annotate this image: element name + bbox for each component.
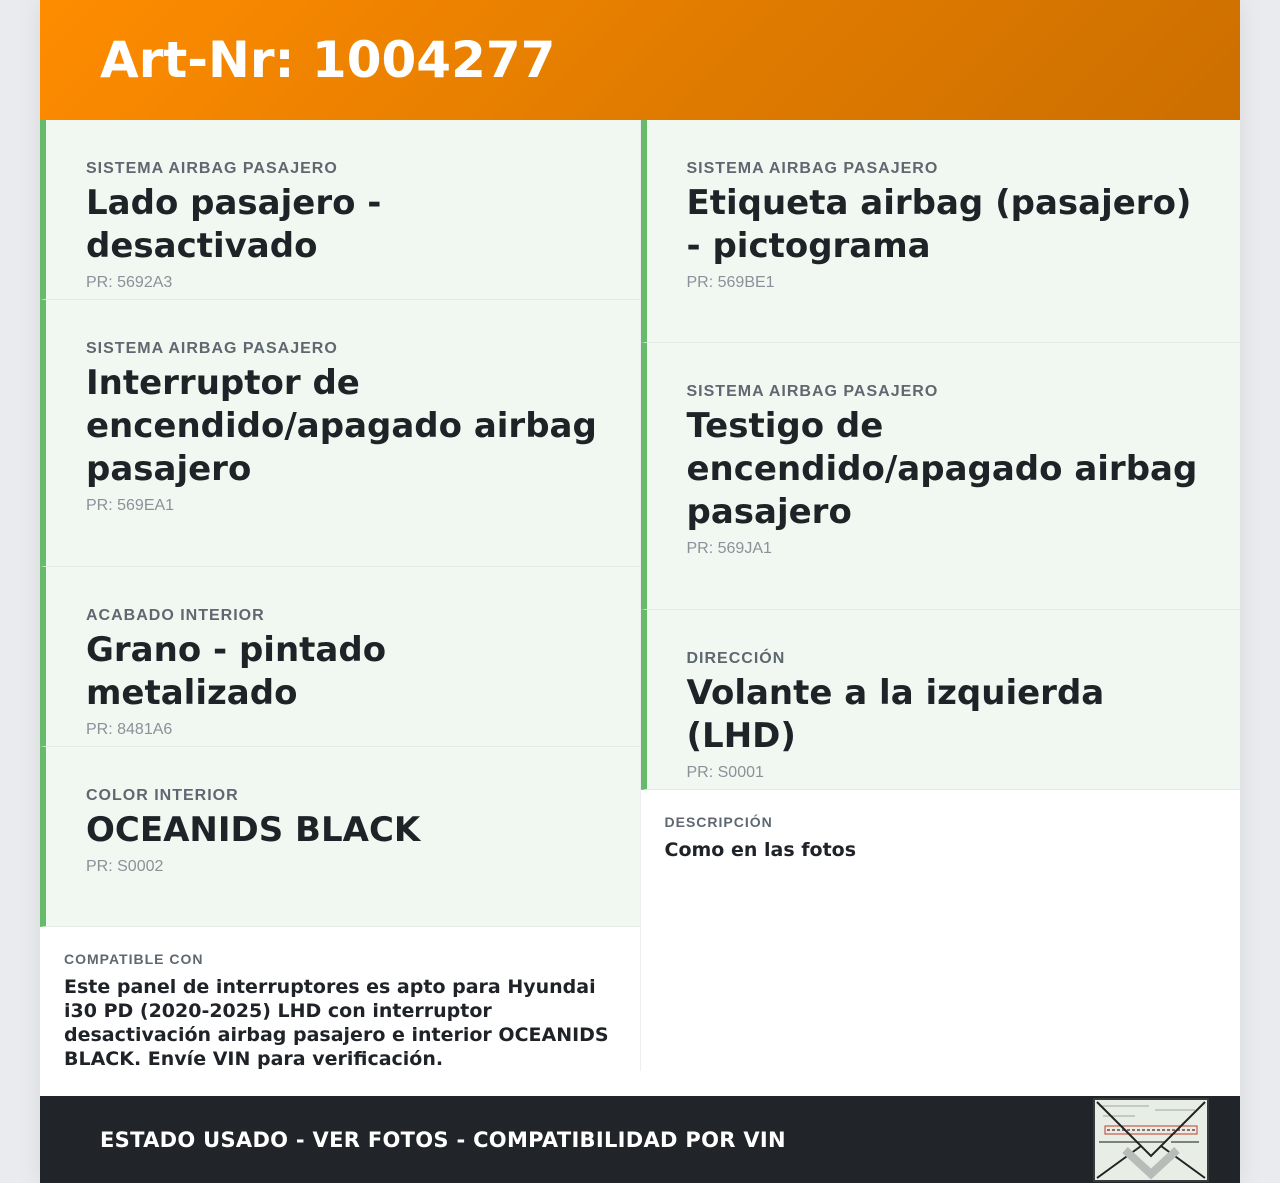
option-pr-code: PR: 569JA1 [686, 540, 772, 557]
option-title: Interruptor de encendido/apagado airbag pasajero [86, 363, 597, 489]
option-category: SISTEMA AIRBAG PASAJERO [86, 160, 338, 177]
option-category: SISTEMA AIRBAG PASAJERO [686, 383, 939, 400]
option-card [40, 120, 640, 300]
option-card [40, 747, 640, 927]
option-title: OCEANIDS BLACK [86, 810, 421, 850]
option-pr-code: PR: 569BE1 [686, 274, 775, 291]
option-title: Testigo de encendido/apagado airbag pasajero [686, 406, 1198, 532]
options-column-right [641, 120, 1241, 1071]
option-pr-code: PR: S0002 [86, 858, 164, 875]
footer-status-text: ESTADO USADO - VER FOTOS - COMPATIBILIDAD POR VIN [100, 1127, 786, 1152]
status-footer [40, 1096, 1240, 1183]
description-text: Como en las fotos [664, 839, 857, 861]
option-title: Etiqueta airbag (pasajero) - pictograma [686, 183, 1192, 266]
option-category: ACABADO INTERIOR [86, 607, 265, 624]
option-card [641, 610, 1241, 790]
option-category: SISTEMA AIRBAG PASAJERO [686, 160, 939, 177]
option-category: COLOR INTERIOR [86, 787, 239, 804]
option-title: Volante a la izquierda (LHD) [686, 673, 1105, 756]
description-label: DESCRIPCIÓN [664, 814, 773, 830]
compatible-section [40, 927, 640, 1071]
option-card [40, 300, 640, 567]
compatible-label: COMPATIBLE CON [64, 951, 204, 967]
page-header [40, 0, 1240, 120]
option-card [641, 120, 1241, 343]
envelope-label-photo-icon [1095, 1100, 1207, 1180]
description-section [641, 790, 1241, 862]
product-thumbnail[interactable] [1093, 1098, 1209, 1182]
article-number-title: Art-Nr: 1004277 [100, 31, 556, 89]
option-pr-code: PR: 5692A3 [86, 274, 173, 291]
option-card [40, 567, 640, 747]
option-category: SISTEMA AIRBAG PASAJERO [86, 340, 338, 357]
options-grid [40, 120, 1240, 1071]
option-card [641, 343, 1241, 610]
option-title: Lado pasajero - desactivado [86, 183, 382, 266]
option-pr-code: PR: 8481A6 [86, 721, 173, 738]
option-title: Grano - pintado metalizado [86, 630, 387, 713]
product-card [40, 0, 1240, 1183]
option-category: DIRECCIÓN [686, 650, 786, 667]
options-column-left [40, 120, 641, 1071]
option-pr-code: PR: S0001 [686, 764, 764, 781]
option-pr-code: PR: 569EA1 [86, 497, 175, 514]
compatible-text: Este panel de interruptores es apto para Hyundai i30 PD (2020-2025) LHD con interruptor desactivación airbag pasajero e interior OCEANIDS BLACK. Envíe VIN para verificación. [64, 976, 609, 1070]
